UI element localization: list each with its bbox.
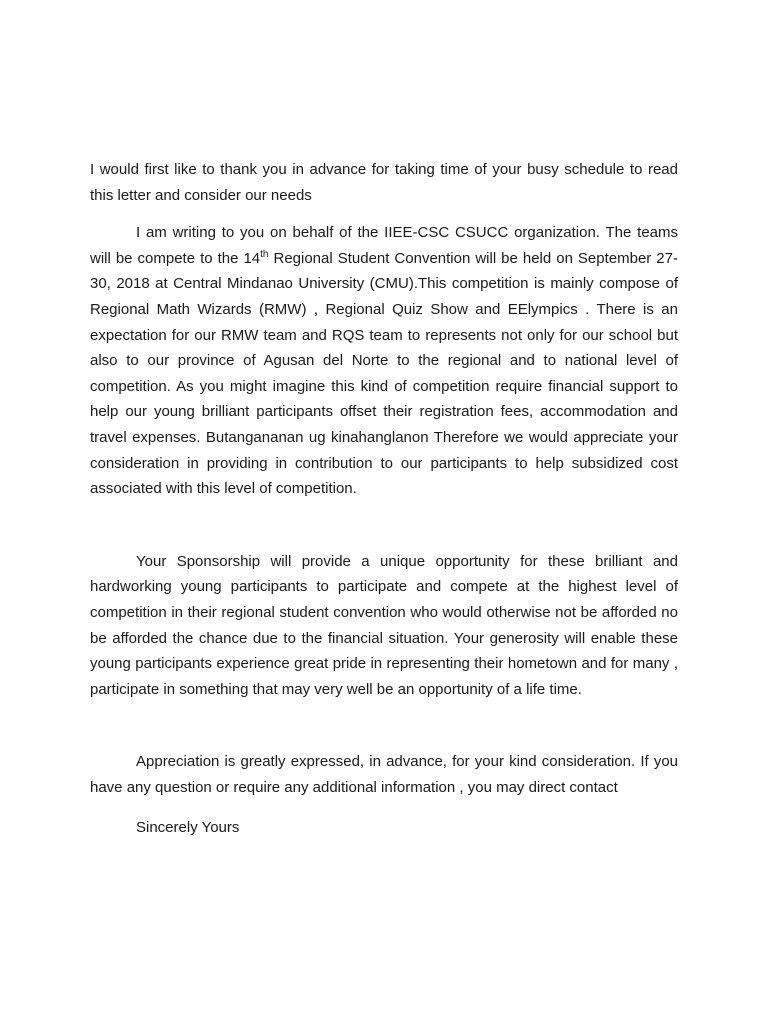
ordinal-suffix: th <box>260 248 269 260</box>
body-paragraph-3: Appreciation is greatly expressed, in advance, for your kind consideration. If you have any question or require any additional information , you may direct contact <box>90 753 678 796</box>
body-paragraph-2: Your Sponsorship will provide a unique opportunity for these brilliant and hardworking young participants to participate and compete at the highest level of competition in their regional student convention who would otherwise not be afforded no be afforded the chance due to the financial situation. Your generosity will enable these young participants experience great pride in representing their hometown and for many , participate in something that may very well be an opportunity of a life time. <box>90 552 678 698</box>
letter-page <box>90 157 678 841</box>
body-paragraph-1-text-a: I am writing to you on behalf of the IIEE-CSC CSUCC organization. The teams will be compete to the 14 <box>90 224 678 267</box>
body-paragraph-1 <box>90 220 678 502</box>
body-paragraph-1-text-b: Regional Student Convention will be held on September 27-30, 2018 at Central Mindanao University (CMU).This competition is mainly compose of Regional Math Wizards (RMW) , Regional Quiz Show and EElympics . There is an expectation for our RMW team and RQS team to represents not only for our school but also to our province of Agusan del Norte to the regional and to national level of competition. As you might imagine this kind of competition require financial support to help our young brilliant participants offset their registration fees, accommodation and travel expenses. Butangananan ug kinahanglanon Therefore we would appreciate your consideration in providing in contribution to our participants to help subsidized cost associated with this level of competition. <box>90 249 678 498</box>
intro-paragraph: I would first like to thank you in advance for taking time of your busy schedule to read this letter and consider our needs <box>90 161 678 204</box>
closing-line: Sincerely Yours <box>136 819 240 837</box>
